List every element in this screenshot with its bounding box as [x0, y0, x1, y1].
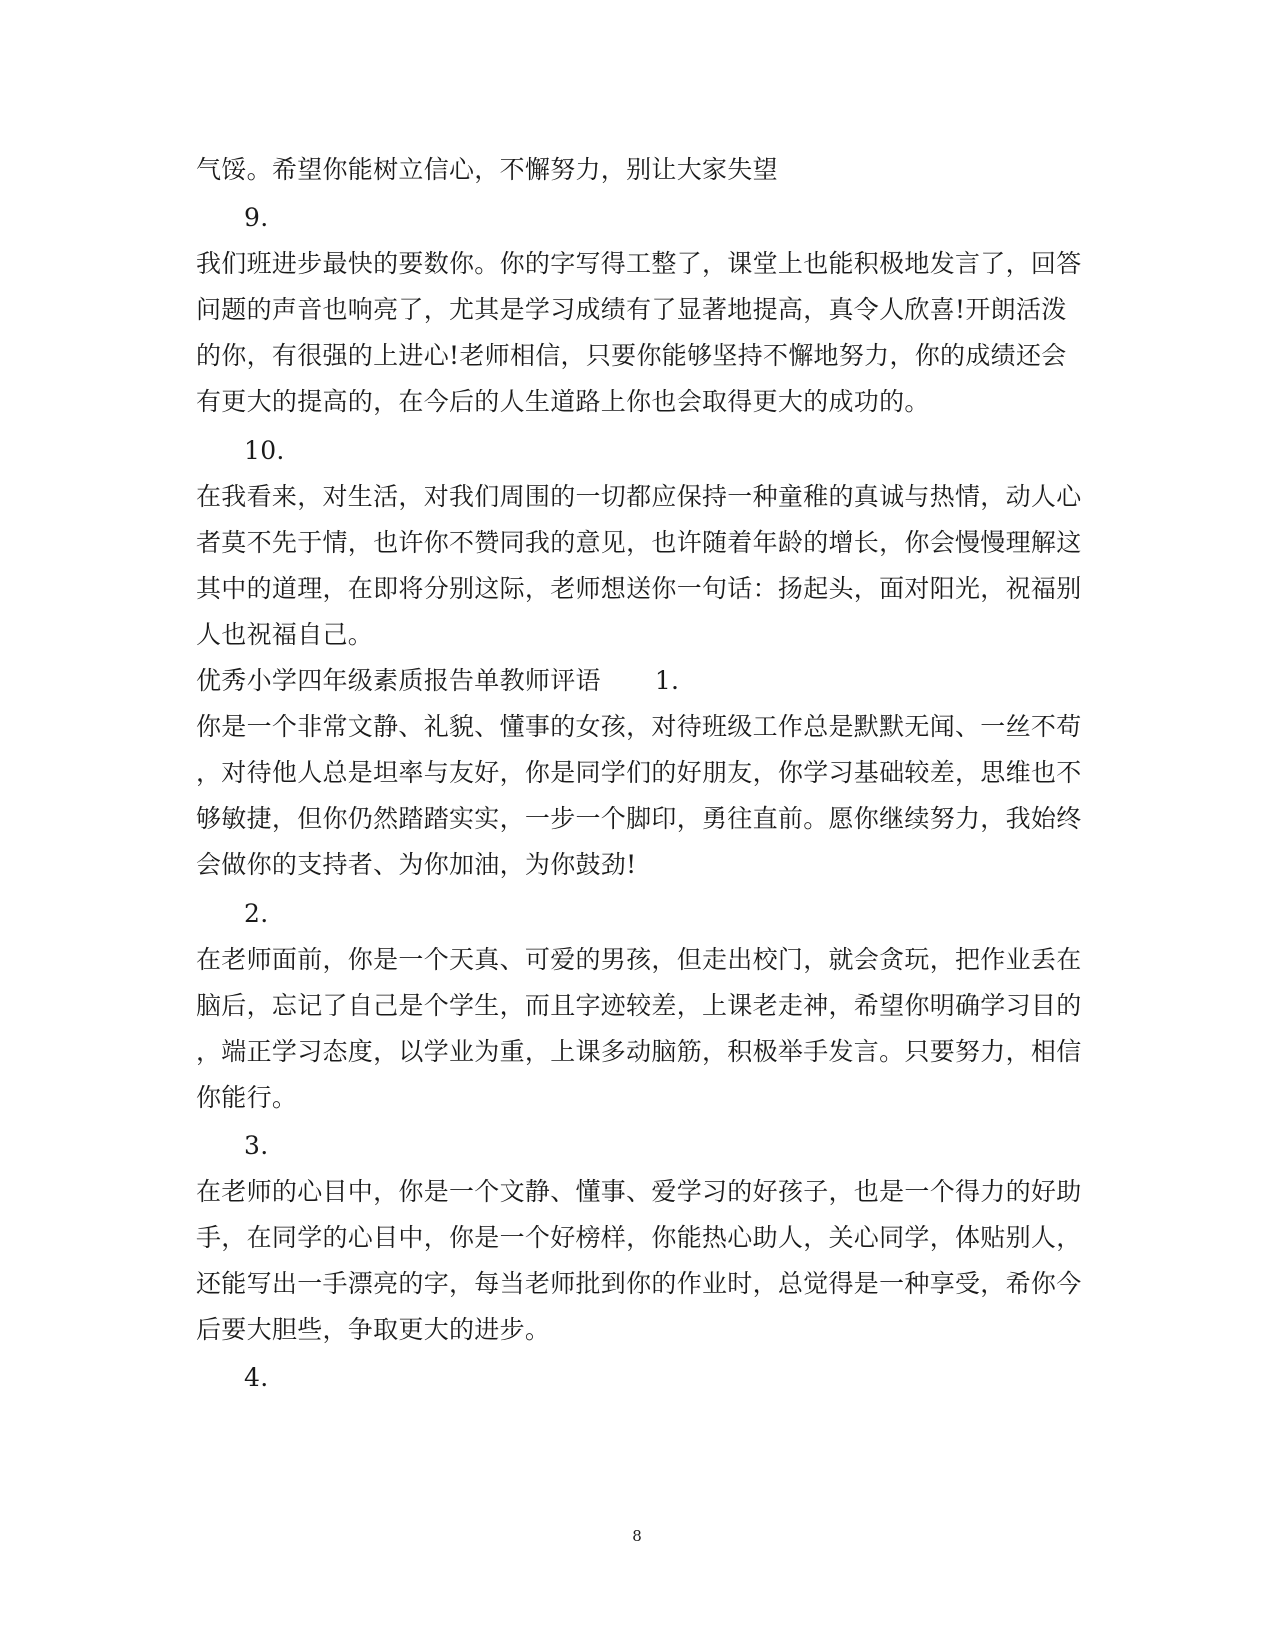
text-line: 手，在同学的心目中，你是一个好榜样，你能热心助人，关心同学，体贴别人，: [196, 1223, 1082, 1252]
text-line: 人也祝福自己。: [196, 620, 374, 649]
text-line: 你是一个非常文静、礼貌、懂事的女孩，对待班级工作总是默默无闻、一丝不苟: [196, 712, 1082, 741]
item-number: 3.: [244, 1131, 269, 1160]
text-line: 在我看来，对生活，对我们周围的一切都应保持一种童稚的真诚与热情，动人心: [196, 482, 1082, 511]
text-line: 够敏捷，但你仍然踏踏实实，一步一个脚印，勇往直前。愿你继续努力，我始终: [196, 804, 1082, 833]
page-number: 8: [632, 1527, 642, 1545]
section-title: 优秀小学四年级素质报告单教师评语: [196, 666, 601, 695]
item-number: 10.: [244, 436, 285, 465]
text-line: 问题的声音也响亮了，尤其是学习成绩有了显著地提高，真令人欣喜!开朗活泼: [196, 295, 1067, 324]
section-heading: [196, 666, 679, 696]
text-line: 你能行。: [196, 1083, 298, 1112]
item-number: 2.: [244, 899, 269, 928]
text-line: 在老师面前，你是一个天真、可爱的男孩，但走出校门，就会贪玩，把作业丢在: [196, 945, 1082, 974]
item-number: 4.: [244, 1363, 269, 1392]
text-line: 我们班进步最快的要数你。你的字写得工整了，课堂上也能积极地发言了，回答: [196, 249, 1082, 278]
item-number: 1.: [654, 666, 680, 695]
text-line: 脑后，忘记了自己是个学生，而且字迹较差，上课老走神，希望你明确学习目的: [196, 991, 1082, 1020]
text-line: ，端正学习态度，以学业为重，上课多动脑筋，积极举手发言。只要努力，相信: [196, 1037, 1082, 1066]
text-line: 在老师的心目中，你是一个文静、懂事、爱学习的好孩子，也是一个得力的好助: [196, 1177, 1082, 1206]
text-line: ，对待他人总是坦率与友好，你是同学们的好朋友，你学习基础较差，思维也不: [196, 758, 1082, 787]
text-line: 有更大的提高的，在今后的人生道路上你也会取得更大的成功的。: [196, 387, 930, 416]
text-line: 的你，有很强的上进心!老师相信，只要你能够坚持不懈地努力，你的成绩还会: [196, 341, 1067, 370]
text-line: 后要大胆些，争取更大的进步。: [196, 1315, 551, 1344]
text-line: 气馁。希望你能树立信心，不懈努力，别让大家失望: [196, 155, 778, 184]
text-line: 者莫不先于情，也许你不赞同我的意见，也许随着年龄的增长，你会慢慢理解这: [196, 528, 1082, 557]
item-number: 9.: [244, 203, 269, 232]
text-line: 其中的道理，在即将分别这际，老师想送你一句话：扬起头，面对阳光，祝福别: [196, 574, 1082, 603]
text-line: 会做你的支持者、为你加油，为你鼓劲!: [196, 850, 637, 879]
text-line: 还能写出一手漂亮的字，每当老师批到你的作业时，总觉得是一种享受，希你今: [196, 1269, 1082, 1298]
